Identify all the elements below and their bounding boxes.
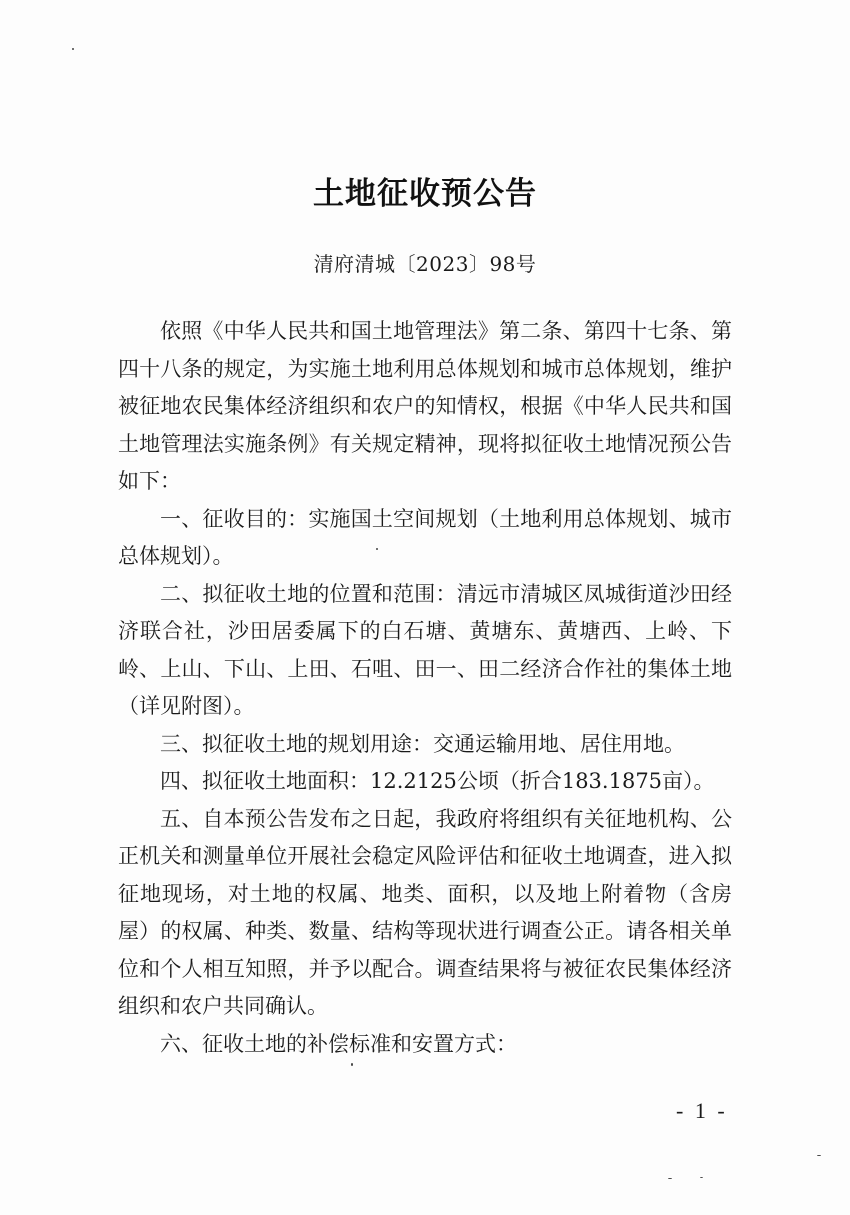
paragraph-area: 四、拟征收土地面积：12.2125公顷（折合183.1875亩）。 (160, 769, 715, 793)
paragraph-location: 二、拟征收土地的位置和范围：清远市清城区凤城街道沙田经济联合社，沙田居委属下的白石塘、黄塘东、黄塘西、上岭、下岭、上山、下山、上田、石咀、田一、田二经济合作社的集体土地（详见附图）。 (118, 581, 732, 718)
document-body (118, 313, 732, 1063)
document-number: 清府清城〔2023〕98号 (313, 252, 537, 276)
scan-speck (376, 548, 378, 550)
scan-speck (817, 1155, 821, 1156)
paragraph-purpose: 一、征收目的：实施国土空间规划（土地利用总体规划、城市总体规划）。 (118, 506, 732, 568)
scan-speck (700, 1177, 703, 1178)
paragraph-compensation: 六、征收土地的补偿标准和安置方式： (160, 1031, 517, 1056)
document-title: 土地征收预公告 (313, 176, 537, 212)
paragraph-usage: 三、拟征收土地的规划用途：交通运输用地、居住用地。 (160, 731, 685, 756)
page-number: - 1 - (676, 1098, 728, 1123)
paragraph-survey: 五、自本预公告发布之日起，我政府将组织有关征地机构、公正机关和测量单位开展社会稳定风险评估和征收土地调查，进入拟征地现场，对土地的权属、地类、面积，以及地上附着物（含房屋）的权属、种类、数量、结构等现状进行调查公正。请各相关单位和个人相互知照，并予以配合。调查结果将与被征农民集体经济组织和农户共同确认。 (118, 806, 732, 1018)
scan-speck (668, 1178, 672, 1179)
scan-speck (351, 1063, 353, 1066)
paragraph-intro: 依照《中华人民共和国土地管理法》第二条、第四十七条、第四十八条的规定，为实施土地利用总体规划和城市总体规划，维护被征地农民集体经济组织和农户的知情权，根据《中华人民共和国土地管理法实施条例》有关规定精神，现将拟征收土地情况预公告如下： (118, 319, 732, 493)
scan-speck (72, 48, 74, 50)
